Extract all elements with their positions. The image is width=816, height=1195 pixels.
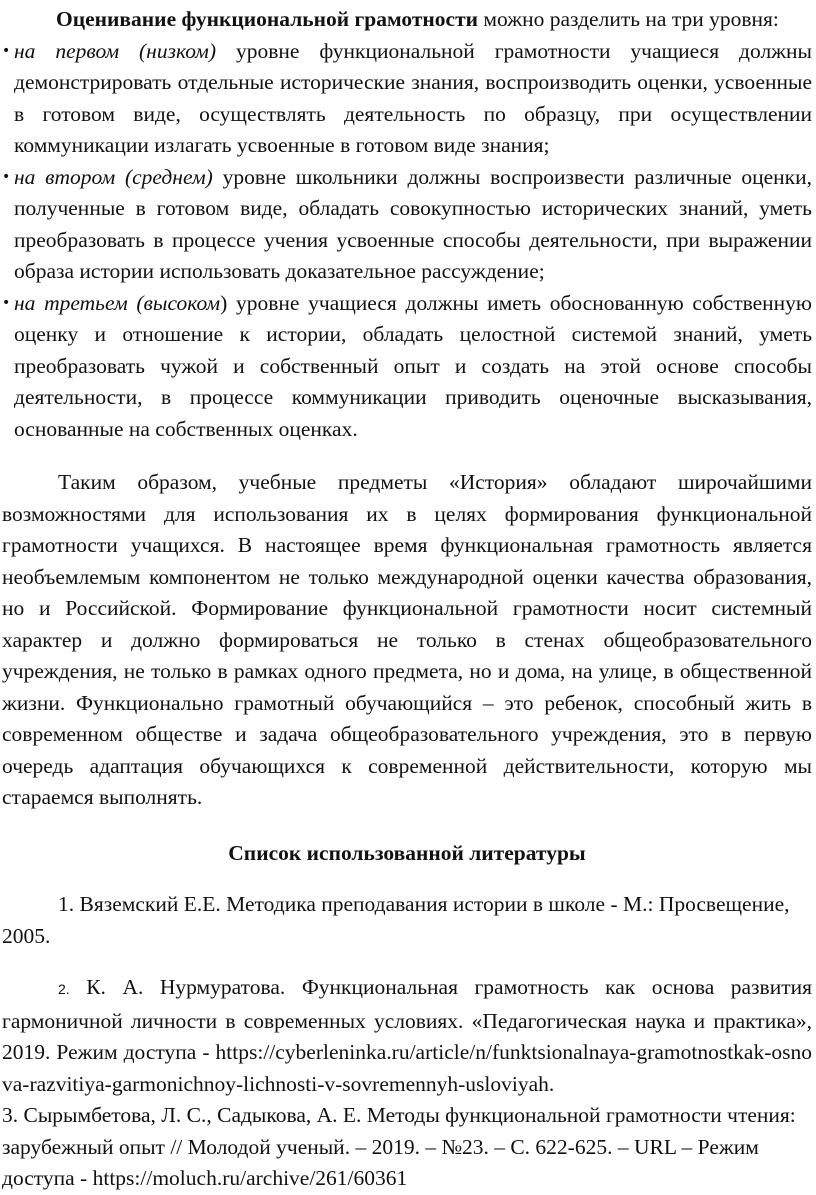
level-label: на втором (среднем)	[14, 164, 213, 189]
bullet-icon: •	[2, 42, 11, 59]
intro-bold-title: Оценивание функциональной грамотности	[56, 7, 479, 31]
conclusion-paragraph: Таким образом, учебные предметы «История» обладают широчайшими возможностями для использования их в целях формирования функциональной грамотности учащихся. В настоящее время функциональная грамотность является необъемлемым компонентом не только международной оценки качества образования, но и Российской. Формирование функциональной грамотности носит системный характер и должно формироваться не только в стенах общеобразовательного учреждения, не только в рамках одного предмета, но и дома, на улице, в общественной жизни. Функционально грамотный обучающийся – это ребенок, способный жить в современном обществе и задача общеобразовательного учреждения, это в первую очередь адаптация обучающихся к современной действительности, которую мы стараемся выполнять.	[2, 470, 812, 809]
level-text: уровне функциональной грамотности учащиеся должны демонстрировать отдельные исторические знания, воспроизводить оценки, усвоенные в готовом виде, осуществлять деятельность по образцу, при осуществлении коммуникации излагать усвоенные в готовом виде знания;	[14, 38, 812, 157]
reference-text: Сырымбетова, Л. С., Садыкова, А. Е. Методы функциональной грамотности чтения: зарубежный опыт // Молодой ученый. – 2019. – №23. – С. 622-625. – URL – Режим доступа -	[2, 1103, 796, 1190]
references-title: Список использованной литературы	[228, 840, 586, 865]
levels-list	[2, 36, 812, 446]
level-label: на третьем (высоком	[14, 290, 221, 315]
bullet-icon: •	[2, 294, 11, 311]
level-item-first	[2, 36, 812, 162]
reference-tail: .	[548, 1071, 555, 1096]
reference-item-3	[2, 1100, 812, 1195]
reference-text: К. А. Нурмуратова. Функциональная грамотность как основа развития гармоничной личности в современных условиях. «Педагогическая наука и практика», 2019. Режим доступа -	[2, 975, 812, 1064]
level-text: ) уровне учащиеся должны иметь обоснованную собственную оценку и отношение к истории, обладать целостной системой знаний, уметь преобразовать чужой и собственный опыт и создать на этой основе способы деятельности, в процессе коммуникации приводить оценочные высказывания, основанные на собственных оценках.	[14, 290, 812, 441]
bullet-icon: •	[2, 168, 11, 185]
level-text: уровне школьники должны воспроизвести различные оценки, полученные в готовом виде, обладать совокупностью исторических знаний, уметь преобразовать в процессе учения усвоенные способы деятельности, при выражении образа истории использовать доказательное рассуждение;	[14, 164, 812, 283]
intro-text: можно разделить на три уровня:	[478, 7, 779, 31]
reference-item-2	[2, 972, 812, 1100]
reference-number: 1.	[58, 892, 75, 916]
reference-item-1	[2, 889, 812, 952]
level-label: на первом (низком)	[14, 38, 217, 63]
reference-link[interactable]: https://moluch.ru/archive/261/60361	[92, 1166, 408, 1190]
reference-text: Вяземский Е.Е. Методика преподавания истории в школе - М.: Просвещение, 2005.	[2, 892, 790, 948]
reference-number: 2.	[58, 981, 70, 997]
intro-paragraph	[2, 4, 812, 36]
reference-number: 3.	[2, 1103, 19, 1127]
reference-link[interactable]: https://cyberleninka.ru/article/n/funktsionalnaya-gramotnostkak-osnova-razvitiya-garmonichnoy-lichnosti-v-sovremennyh-usloviyah	[2, 1040, 812, 1096]
level-item-second	[2, 162, 812, 288]
level-item-third	[2, 288, 812, 446]
